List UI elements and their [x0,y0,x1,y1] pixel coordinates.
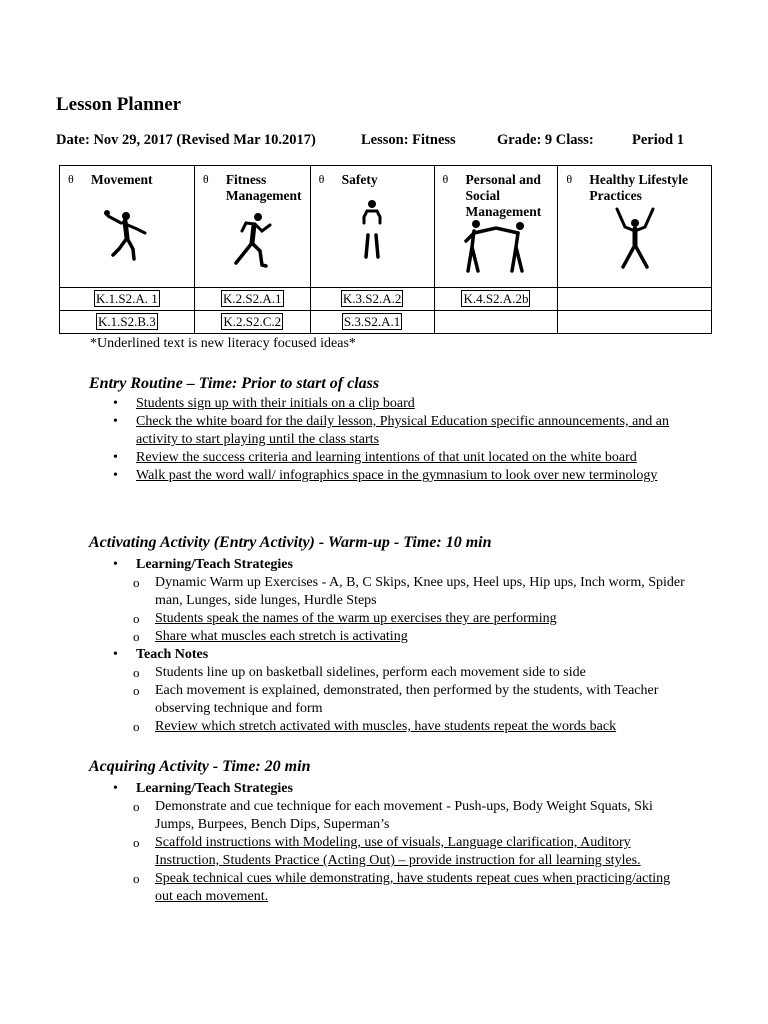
outcome-code-empty [558,288,712,311]
sub-bullet-glyph: o [133,871,140,886]
sub-list-item [110,718,690,736]
outcome-code [434,288,558,311]
outcome-code-text: K.3.S2.A.2 [342,291,402,306]
outcome-code-text: K.4.S2.A.2b [463,291,529,306]
entry-routine-heading: Entry Routine – Time: Prior to start of class [89,375,380,392]
outcomes-table [59,165,712,334]
list-item [110,413,690,449]
list-item-text: Students sign up with their initials on a clip board [136,396,415,411]
bullet-glyph: • [113,396,118,411]
running-figure-icon [228,211,276,269]
outcome-code [310,311,434,334]
theta-bullet: θ [318,172,325,186]
bullet-glyph: • [113,781,118,796]
list-item [110,395,690,413]
outcome-header-healthy [558,166,712,288]
list-item-text: Check the white board for the daily lesson, Physical Education specific announcements, and an activity to start playing until the class starts [136,414,670,447]
outcome-code-text: K.2.S2.A.1 [222,291,282,306]
lesson-date: Date: Nov 29, 2017 (Revised Mar 10.2017) [56,132,316,148]
outcome-code [310,288,434,311]
sub-bullet-glyph: o [133,719,140,734]
theta-bullet: θ [68,172,74,186]
sub-bullet-glyph: o [133,835,140,850]
sub-list-item [110,574,690,610]
outcome-code [194,288,310,311]
sub-list-item [110,834,690,870]
sub-list-item [110,870,690,906]
page-title: Lesson Planner [56,94,182,115]
outcome-code-text: K.2.S2.C.2 [223,314,282,329]
lesson-period: Period 1 [632,132,684,148]
sub-item-text: Each movement is explained, demonstrated, then performed by the students, with Teacher observing technique and form [155,683,659,716]
sub-list-item [110,610,690,628]
outcome-code-text: K.1.S2.A. 1 [96,291,158,306]
jumping-figure-icon [611,205,659,269]
outcome-code-text: K.1.S2.B.3 [98,314,156,329]
sub-item-text: Demonstrate and cue technique for each movement - Push-ups, Body Weight Squats, Ski Jumps, Burpees, Bench Dips, Superman’s [155,799,653,832]
sub-list-item [110,682,690,718]
sub-item-text: Dynamic Warm up Exercises - A, B, C Skips, Knee ups, Heel ups, Hip ups, Inch worm, Spider man, Lunges, side lunges, Hurdle Steps [155,575,685,608]
theta-bullet: θ [442,172,449,186]
theta-bullet: θ [566,172,573,186]
sub-item-text: Scaffold instructions with Modeling, use of visuals, Language clarification, Auditory Instruction, Students Practice (Acting Out) – provide instruction for all learning styles. [155,835,641,868]
outcome-code [60,288,195,311]
list-item [110,467,690,485]
list-item [110,556,690,646]
sub-item-text: Review which stretch activated with muscles, have students repeat the words back [155,719,617,734]
outcome-code-empty [434,311,558,334]
theta-bullet: θ [202,172,209,186]
lesson-name: Lesson: Fitness [361,132,456,148]
acquiring-activity-list [110,780,690,906]
outcome-label: Safety [341,172,378,187]
activating-activity-heading: Activating Activity (Entry Activity) - Warm-up - Time: 10 min [89,534,492,551]
outcome-label: Healthy Lifestyle Practices [589,172,688,203]
activating-activity-list [110,556,690,736]
sub-item-text: Share what muscles each stretch is activating [155,629,408,644]
sub-list-item [110,664,690,682]
outcome-label: Fitness Management [225,172,302,203]
outcome-label: Movement [91,172,153,187]
list-item-text: Review the success criteria and learning intentions of that unit located on the white board [136,450,637,465]
acquiring-activity-heading: Acquiring Activity - Time: 20 min [89,758,311,775]
list-item-text: Walk past the word wall/ infographics space in the gymnasium to look over new terminology [136,468,658,483]
outcome-header-safety [310,166,434,288]
sub-list-item [110,798,690,834]
list-item [110,449,690,467]
bullet-glyph: • [113,450,118,465]
outcome-header-movement [60,166,195,288]
juggling-figure-icon [99,205,155,263]
strategies-label: Learning/Teach Strategies [136,557,293,572]
outcome-code-text: S.3.S2.A.1 [343,314,401,329]
bullet-glyph: • [113,557,118,572]
sub-list-item [110,628,690,646]
outcome-header-fitness [194,166,310,288]
outcome-code [194,311,310,334]
literacy-note: *Underlined text is new literacy focused ideas* [90,336,356,351]
two-figures-icon [460,219,532,275]
outcome-code [60,311,195,334]
standing-figure-icon [356,199,388,259]
sub-bullet-glyph: o [133,575,140,590]
sub-item-text: Speak technical cues while demonstrating, have students repeat cues when practicing/acting out each movement. [155,871,671,904]
sub-item-text: Students speak the names of the warm up exercises they are performing [155,611,557,626]
list-item [110,646,690,736]
bullet-glyph: • [113,468,118,483]
sub-bullet-glyph: o [133,665,140,680]
entry-routine-list [110,395,690,485]
sub-bullet-glyph: o [133,629,140,644]
lesson-grade: Grade: 9 Class: [497,132,594,148]
sub-item-text: Students line up on basketball sidelines, perform each movement side to side [155,665,586,680]
bullet-glyph: • [113,414,118,429]
list-item [110,780,690,906]
outcome-header-personal [434,166,558,288]
bullet-glyph: • [113,647,118,662]
outcome-code-empty [558,311,712,334]
sub-bullet-glyph: o [133,611,140,626]
teach-notes-label: Teach Notes [136,647,209,662]
outcome-label: Personal and Social Management [465,172,542,219]
strategies-label: Learning/Teach Strategies [136,781,293,796]
sub-bullet-glyph: o [133,683,140,698]
sub-bullet-glyph: o [133,799,140,814]
